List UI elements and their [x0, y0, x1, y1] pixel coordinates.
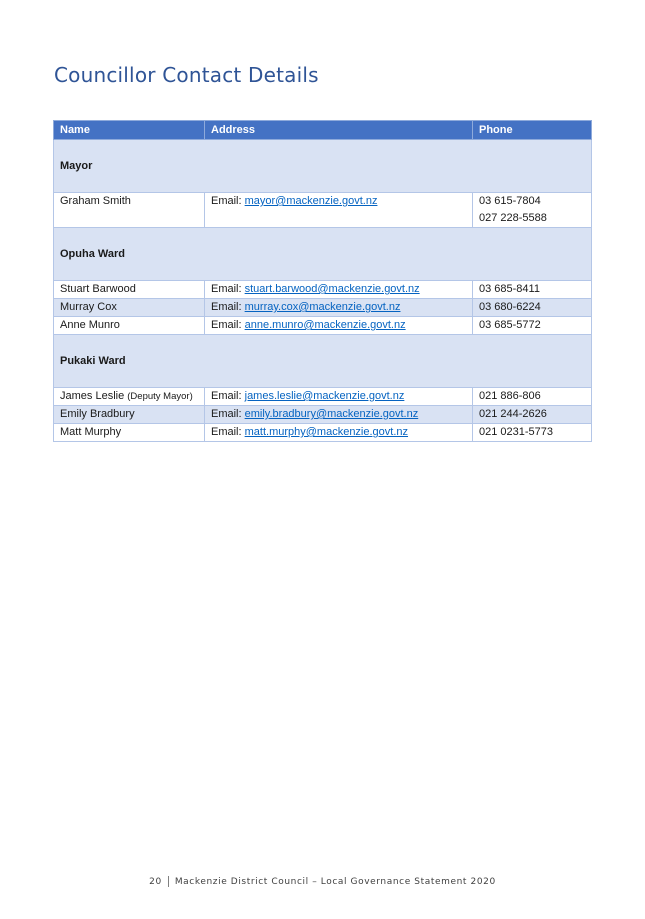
email-prefix: Email: [211, 426, 245, 438]
phone-number: 027 228-5588 [479, 212, 547, 224]
email-prefix: Email: [211, 390, 245, 402]
councillor-name-cell [54, 317, 205, 335]
footer-page-number: 20 [149, 877, 162, 887]
footer-document-title: Mackenzie District Council – Local Governance Statement 2020 [174, 877, 496, 887]
table-row [54, 424, 592, 442]
email-link[interactable]: murray.cox@mackenzie.govt.nz [244, 301, 401, 313]
page-footer [0, 876, 645, 887]
councillor-name-cell [54, 424, 205, 442]
page-title: Councillor Contact Details [54, 63, 319, 87]
councillor-name-cell [54, 193, 205, 228]
phone-number: 03 615-7804 [479, 195, 541, 207]
table-row [54, 317, 592, 335]
address-cell [205, 406, 473, 424]
councillor-name: James Leslie [60, 390, 125, 402]
section-row [54, 335, 592, 388]
email-prefix: Email: [211, 301, 245, 313]
councillor-name: Stuart Barwood [60, 283, 136, 295]
phone-number: 03 680-6224 [479, 301, 541, 313]
phone-cell [473, 317, 592, 335]
councillor-name: Graham Smith [60, 195, 131, 207]
councillor-name: Matt Murphy [60, 426, 122, 438]
phone-number: 021 886-806 [479, 390, 541, 402]
phone-number: 03 685-8411 [479, 283, 540, 295]
address-cell [205, 424, 473, 442]
phone-cell [473, 388, 592, 406]
phone-number: 021 244-2626 [479, 408, 547, 420]
councillor-name-cell [54, 388, 205, 406]
councillor-name: Emily Bradbury [60, 408, 135, 420]
councillor-name: Murray Cox [60, 301, 117, 313]
table-row [54, 193, 592, 228]
councillor-name-cell [54, 281, 205, 299]
phone-number: 021 0231-5773 [479, 426, 554, 438]
email-link[interactable]: stuart.barwood@mackenzie.govt.nz [244, 283, 420, 295]
table-header-row [54, 121, 592, 140]
table-row [54, 281, 592, 299]
phone-cell [473, 424, 592, 442]
councillor-role: (Deputy Mayor) [127, 391, 193, 402]
phone-number: 03 685-5772 [479, 319, 541, 331]
phone-cell [473, 193, 592, 228]
table-row [54, 388, 592, 406]
address-cell [205, 193, 473, 228]
email-link[interactable]: anne.munro@mackenzie.govt.nz [244, 319, 406, 331]
table-row [54, 299, 592, 317]
phone-cell [473, 406, 592, 424]
email-link[interactable]: matt.murphy@mackenzie.govt.nz [244, 426, 409, 438]
address-cell [205, 388, 473, 406]
section-label: Mayor [54, 140, 592, 193]
email-prefix: Email: [211, 283, 245, 295]
footer-separator [168, 876, 169, 887]
address-cell [205, 317, 473, 335]
email-link[interactable]: mayor@mackenzie.govt.nz [244, 195, 378, 207]
table-row [54, 406, 592, 424]
councillor-name: Anne Munro [60, 319, 120, 331]
section-row [54, 140, 592, 193]
address-cell [205, 281, 473, 299]
section-row [54, 228, 592, 281]
section-label: Pukaki Ward [54, 335, 592, 388]
phone-cell [473, 299, 592, 317]
councillor-contacts-table [53, 120, 592, 442]
councillor-name-cell [54, 406, 205, 424]
column-header-phone: Phone [473, 121, 592, 140]
column-header-name: Name [54, 121, 205, 140]
email-prefix: Email: [211, 319, 245, 331]
table-body [54, 140, 592, 442]
phone-cell [473, 281, 592, 299]
column-header-address: Address [205, 121, 473, 140]
email-link[interactable]: emily.bradbury@mackenzie.govt.nz [244, 408, 419, 420]
address-cell [205, 299, 473, 317]
section-label: Opuha Ward [54, 228, 592, 281]
email-link[interactable]: james.leslie@mackenzie.govt.nz [244, 390, 405, 402]
email-prefix: Email: [211, 408, 245, 420]
email-prefix: Email: [211, 195, 245, 207]
councillor-name-cell [54, 299, 205, 317]
